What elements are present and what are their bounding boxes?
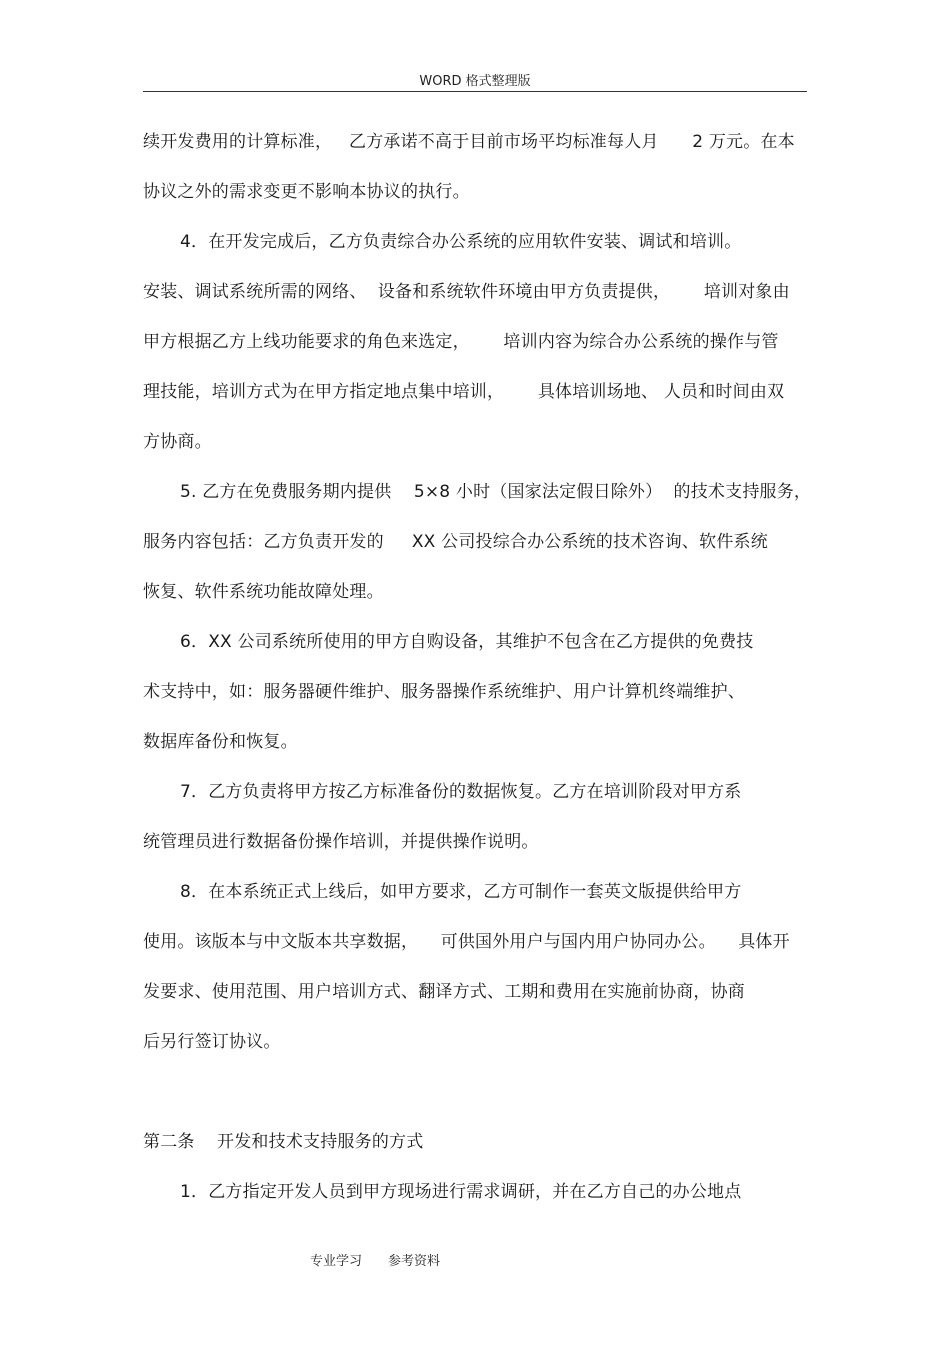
body-line: 6．XX 公司系统所使用的甲方自购设备，其维护不包含在乙方提供的免费技 — [180, 632, 754, 652]
section-heading: 第二条 开发和技术支持服务的方式 — [143, 1132, 424, 1152]
body-line: 发要求、使用范围、用户培训方式、翻译方式、工期和费用在实施前协商，协商 — [143, 982, 745, 1002]
page-header-title: WORD 格式整理版 — [419, 74, 531, 89]
body-line: 甲方根据乙方上线功能要求的角色来选定， 培训内容为综合办公系统的操作与管 — [143, 332, 779, 352]
footer-right-text: 参考资料 — [388, 1254, 441, 1269]
body-line: 服务内容包括：乙方负责开发的 XX 公司投综合办公系统的技术咨询、软件系统 — [143, 532, 768, 552]
footer-left-text: 专业学习 — [310, 1254, 363, 1269]
body-line: 安装、调试系统所需的网络、 设备和系统软件环境由甲方负责提供， 培训对象由 — [143, 282, 790, 302]
body-line: 5. 乙方在免费服务期内提供 5×8 小时（国家法定假日除外） 的技术支持服务， — [180, 482, 812, 502]
body-line: 理技能，培训方式为在甲方指定地点集中培训， 具体培训场地、 人员和时间由双 — [143, 382, 785, 402]
body-line: 续开发费用的计算标准， 乙方承诺不高于目前市场平均标准每人月 2 万元。在本 — [143, 132, 795, 152]
body-line: 后另行签订协议。 — [143, 1032, 281, 1052]
body-line: 使用。该版本与中文版本共享数据， 可供国外用户与国内用户协同办公。 具体开 — [143, 932, 790, 952]
body-line: 统管理员进行数据备份操作培训，并提供操作说明。 — [143, 832, 539, 852]
body-line: 术支持中，如：服务器硬件维护、服务器操作系统维护、用户计算机终端维护、 — [143, 682, 745, 702]
body-line: 8．在本系统正式上线后，如甲方要求，乙方可制作一套英文版提供给甲方 — [180, 882, 742, 902]
body-line: 7．乙方负责将甲方按乙方标准备份的数据恢复。乙方在培训阶段对甲方系 — [180, 782, 742, 802]
body-line: 协议之外的需求变更不影响本协议的执行。 — [143, 182, 470, 202]
body-line: 恢复、软件系统功能故障处理。 — [143, 582, 384, 602]
body-line: 数据库备份和恢复。 — [143, 732, 298, 752]
body-line: 1．乙方指定开发人员到甲方现场进行需求调研，并在乙方自己的办公地点 — [180, 1182, 742, 1202]
body-line: 4．在开发完成后，乙方负责综合办公系统的应用软件安装、调试和培训。 — [180, 232, 742, 252]
body-line: 方协商。 — [143, 432, 212, 452]
header-rule — [143, 91, 807, 92]
